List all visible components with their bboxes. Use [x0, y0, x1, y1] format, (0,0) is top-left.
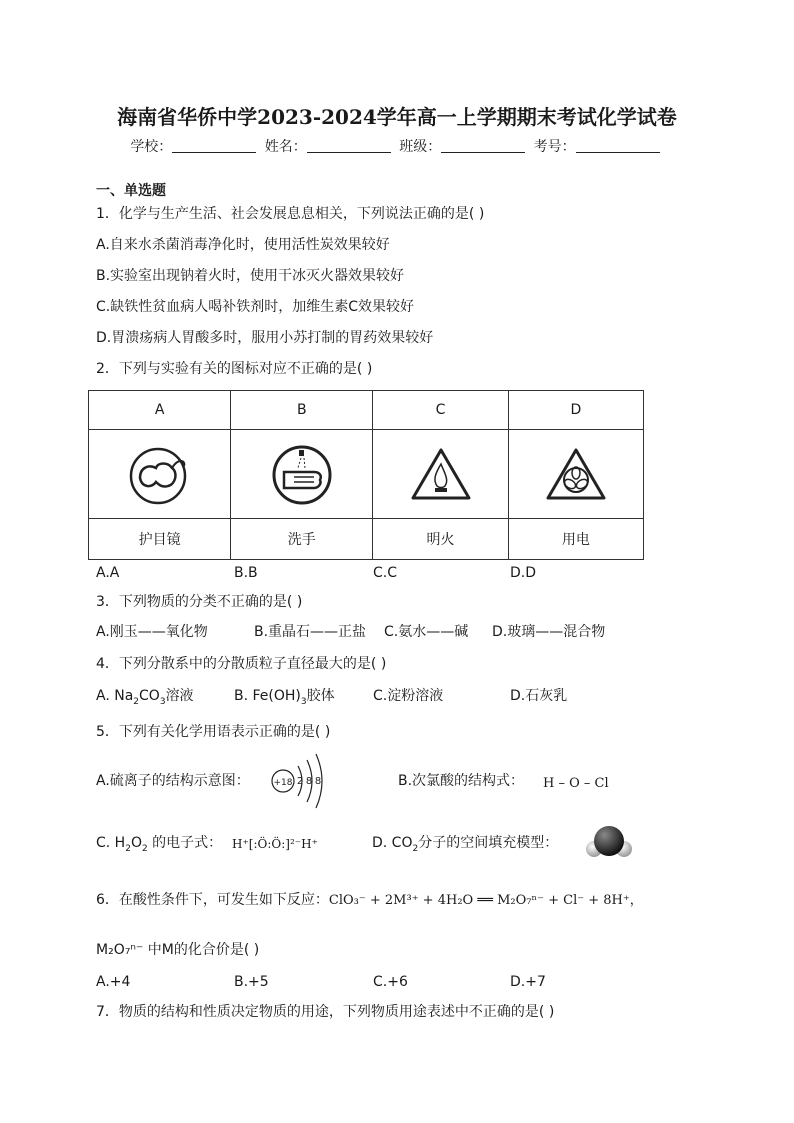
q1-stem: 1．化学与生产生活、社会发展息息相关，下列说法正确的是( ): [96, 206, 485, 222]
q6-equation: ClO₃⁻ + 2M³⁺ + 4H₂O ══ M₂O₇ⁿ⁻ + Cl⁻ + 8H⁺，: [328, 893, 643, 908]
q6-stem: [96, 890, 643, 911]
hclo-formula: H – O – Cl: [543, 776, 609, 791]
label-goggles: 护目镜: [89, 519, 231, 560]
q4-b-post: 胶体: [306, 688, 335, 704]
col-header-b: B: [231, 391, 373, 430]
open-flame-cell: [373, 430, 508, 519]
q6-line2: M₂O₇ⁿ⁻ 中M的化合价是( ): [96, 942, 260, 958]
q4-b-mid: (OH): [268, 688, 301, 704]
electricity-cell: [508, 430, 643, 519]
q5-option-b: B.次氯酸的结构式：: [398, 773, 525, 789]
q4-a-sub1: 2: [133, 696, 140, 707]
electricity-icon: [544, 444, 608, 504]
q2-stem: 2．下列与实验有关的图标对应不正确的是( ): [96, 361, 373, 377]
q5-c-post: 的电子式：: [147, 835, 223, 851]
exam-title: 海南省华侨中学2023-2024学年高一上学期期末考试化学试卷: [117, 105, 677, 129]
q3-option-c: C.氨水——碱: [384, 624, 469, 640]
q6-option-c: C.+6: [373, 974, 408, 990]
q5-c-sub1: 2: [125, 843, 131, 854]
q6-option-d: D.+7: [510, 974, 546, 990]
q4-a-text: A. Na: [96, 688, 134, 704]
q4-a-sub2: 3: [159, 696, 166, 707]
q5-c-mid: O: [130, 835, 142, 851]
q5-option-d: [372, 833, 558, 853]
name-label: 姓名：: [264, 139, 307, 155]
label-hand-wash: 洗手: [231, 519, 373, 560]
q5-d-post: 分子的空间填充模型：: [418, 835, 559, 851]
q5-stem: 5．下列有关化学用语表示正确的是( ): [96, 724, 331, 740]
q2-option-d: D.D: [510, 565, 537, 581]
q4-stem: 4．下列分散系中的分散质粒子直径最大的是( ): [96, 656, 387, 672]
q5-c-text: C. H: [96, 835, 126, 851]
shell-1-count: 2: [296, 776, 304, 787]
col-header-c: C: [373, 391, 508, 430]
shell-3-count: 8: [314, 776, 322, 787]
q6-option-b: B.+5: [234, 974, 269, 990]
goggles-cell: [89, 430, 231, 519]
q4-b-text: B. Fe: [234, 688, 269, 704]
school-blank[interactable]: [172, 138, 256, 153]
q5-option-c: [96, 833, 222, 853]
q1-option-a: A.自来水杀菌消毒净化时，使用活性炭效果较好: [96, 237, 390, 253]
q5-d-text: D. CO: [372, 835, 413, 851]
q5-d-sub: 2: [412, 843, 419, 854]
safety-icon-table: [88, 390, 644, 560]
q4-option-b: [234, 686, 335, 706]
q1-option-d: D.胃溃疡病人胃酸多时，服用小苏打制的胃药效果较好: [96, 330, 434, 346]
q5-option-a: A.硫离子的结构示意图：: [96, 773, 250, 789]
hand-wash-icon: [270, 442, 334, 506]
label-electricity: 用电: [508, 519, 643, 560]
h2o2-electron-formula: H⁺[:Ö:Ö:]²⁻H⁺: [232, 837, 318, 851]
q4-a-mid: CO: [139, 688, 160, 704]
q1-option-b: B.实验室出现钠着火时，使用干冰灭火器效果较好: [96, 268, 405, 284]
q6-stem-text: 6．在酸性条件下，可发生如下反应：: [96, 892, 329, 908]
class-label: 班级：: [399, 139, 442, 155]
q5-c-sub2: 2: [141, 843, 148, 854]
q6-option-a: A.+4: [96, 974, 131, 990]
shell-2-count: 8: [305, 776, 313, 787]
col-header-d: D: [508, 391, 643, 430]
school-label: 学校：: [130, 139, 173, 155]
hand-wash-cell: [231, 430, 373, 519]
label-open-flame: 明火: [373, 519, 508, 560]
student-info-line: [0, 136, 794, 156]
col-header-a: A: [89, 391, 231, 430]
q1-option-c: C.缺铁性贫血病人喝补铁剂时，加维生素C效果较好: [96, 299, 414, 315]
q3-option-d: D.玻璃——混合物: [492, 624, 606, 640]
exam-number-label: 考号：: [533, 139, 576, 155]
q4-option-c: C.淀粉溶液: [373, 688, 444, 704]
class-blank[interactable]: [441, 138, 525, 153]
q4-option-d: D.石灰乳: [510, 688, 568, 704]
open-flame-icon: [409, 444, 473, 504]
exam-number-blank[interactable]: [576, 138, 660, 153]
q3-stem: 3．下列物质的分类不正确的是( ): [96, 594, 303, 610]
q4-b-sub: 3: [300, 696, 307, 707]
section-heading: 一、单选题: [96, 183, 166, 199]
q3-option-b: B.重晶石——正盐: [254, 624, 367, 640]
q7-stem: 7．物质的结构和性质决定物质的用途，下列物质用途表述中不正确的是( ): [96, 1004, 555, 1020]
q2-option-b: B.B: [234, 565, 258, 581]
q3-option-a: A.刚玉——氧化物: [96, 624, 208, 640]
q2-option-a: A.A: [96, 565, 120, 581]
name-blank[interactable]: [307, 138, 391, 153]
co2-space-filling-model: [585, 823, 633, 863]
q4-a-post: 溶液: [165, 688, 194, 704]
q2-option-c: C.C: [373, 565, 398, 581]
q4-option-a: [96, 686, 194, 706]
goggles-icon: [128, 442, 192, 506]
nucleus-charge: +18: [273, 778, 293, 788]
sulfide-ion-diagram: [270, 750, 332, 812]
